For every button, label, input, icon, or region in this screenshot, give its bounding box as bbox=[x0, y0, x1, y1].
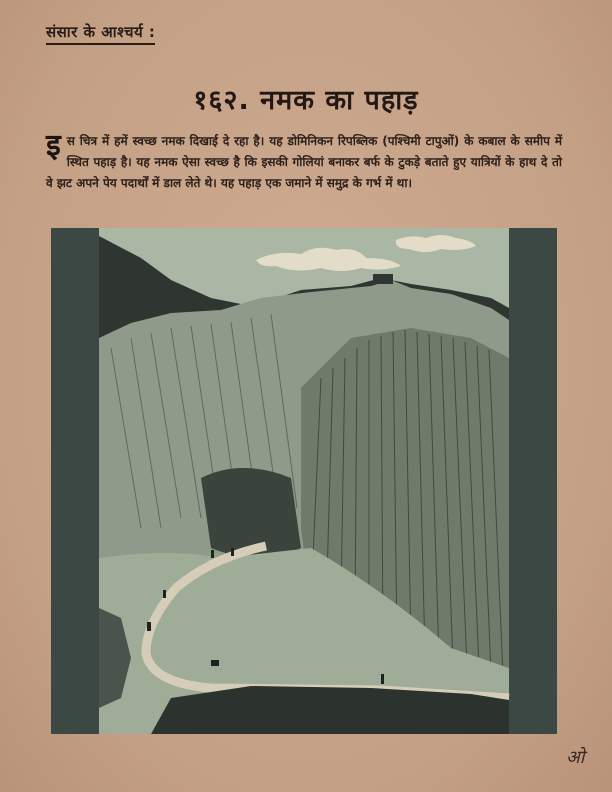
drop-cap: इ bbox=[46, 128, 61, 163]
illustration-svg bbox=[51, 228, 557, 734]
salt-mountain-illustration bbox=[51, 228, 557, 734]
article-title: १६२. नमक का पहाड़ bbox=[193, 85, 419, 116]
right-frame-band bbox=[509, 228, 557, 734]
paragraph-text: स चित्र में हमें स्वच्छ नमक दिखाई दे रहा है। यह डोमिनिकन रिपब्लिक (पश्चिमी टापुओं) के कबाल के समीप में स्थित पहाड़ है। यह नमक ऐसा स्वच्छ है कि इसकी गोलियां बनाकर बर्फ के टुकड़े बताते हुए यात्रियों के हाथ दे तो वे झट अपने पेय पदार्थों में डाल लेते थे। यह पहाड़ एक जमाने में समुद्र के गर्भ में था। bbox=[46, 134, 562, 190]
series-heading: संसार के आश्चर्य : bbox=[46, 22, 155, 45]
summit-hut bbox=[373, 274, 393, 284]
article-paragraph bbox=[46, 128, 562, 194]
foreground-rubble bbox=[151, 686, 509, 734]
page-mark: ओ bbox=[566, 747, 585, 768]
quarry-shadow bbox=[201, 468, 301, 558]
left-frame-band bbox=[51, 228, 99, 734]
